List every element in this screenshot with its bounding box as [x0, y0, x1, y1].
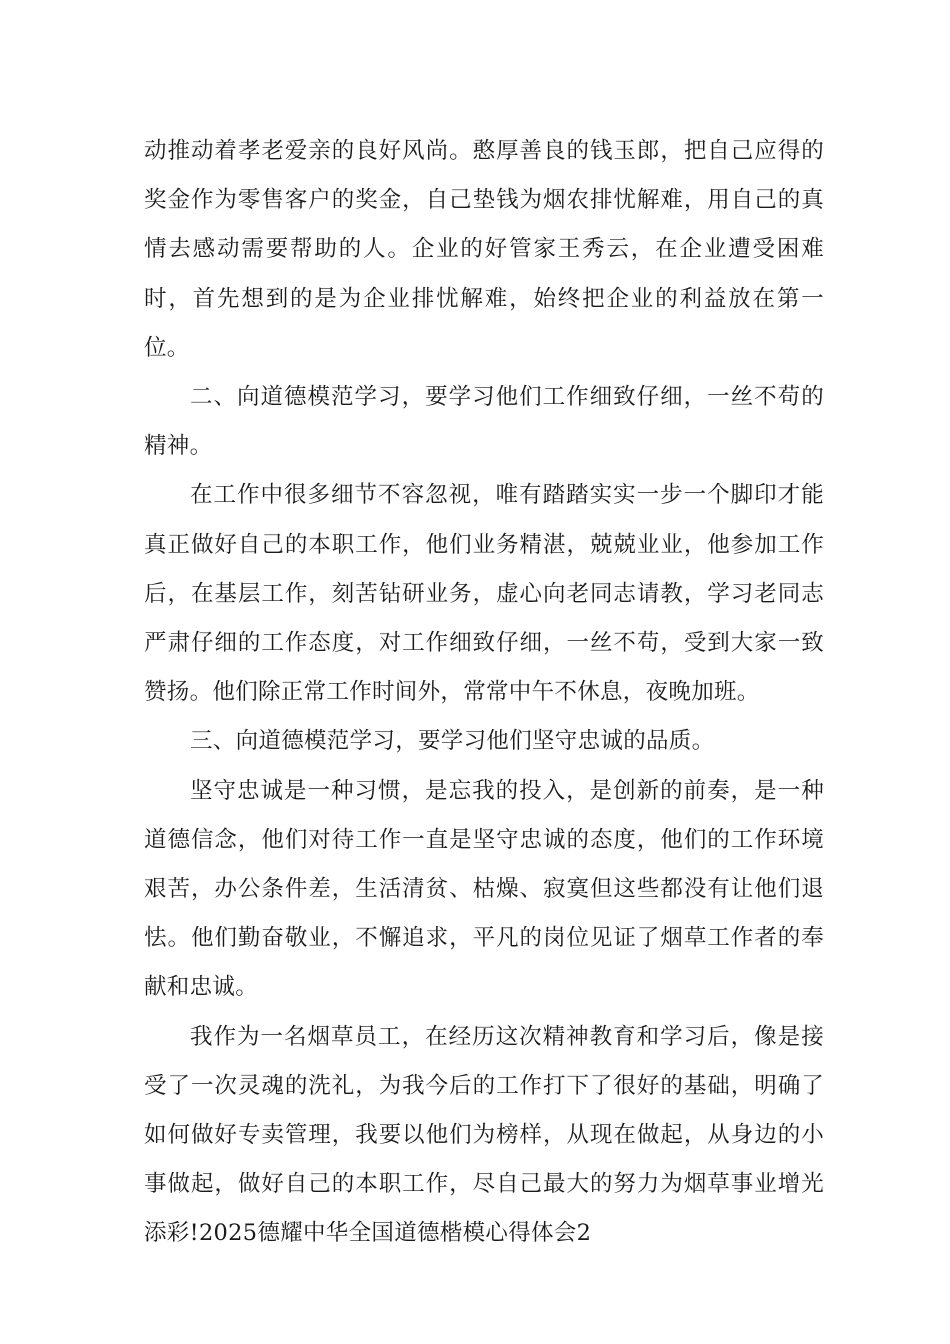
- paragraph-6: 我作为一名烟草员工，在经历这次精神教育和学习后，像是接受了一次灵魂的洗礼，为我今后的工作打下了很好的基础，明确了如何做好专卖管理，我要以他们为榜样，从现在做起，从身边的小事做起，做好自己的本职工作，尽自己最大的努力为烟草事业增光添彩!2025德耀中华全国道德楷模心得体会2: [144, 1023, 824, 1247]
- paragraph-4-heading: 三、向道德模范学习，要学习他们坚守忠诚的品质。: [190, 728, 715, 755]
- paragraph-2-heading: 二、向道德模范学习，要学习他们工作细致仔细，一丝不苟的精神。: [144, 384, 824, 460]
- paragraph-5: 坚守忠诚是一种习惯，是忘我的投入，是创新的前奏，是一种道德信念，他们对待工作一直是坚守忠诚的态度，他们的工作环境艰苦，办公条件差，生活清贫、枯燥、寂寞但这些都没有让他们退怯。他们勤奋敬业，不懈追求，平凡的岗位见证了烟草工作者的奉献和忠诚。: [144, 777, 824, 1001]
- document-body: [144, 127, 824, 1259]
- paragraph-1: 动推动着孝老爱亲的良好风尚。憨厚善良的钱玉郎，把自己应得的奖金作为零售客户的奖金，自己垫钱为烟农排忧解难，用自己的真情去感动需要帮助的人。企业的好管家王秀云，在企业遭受困难时，首先想到的是为企业排忧解难，始终把企业的利益放在第一位。: [144, 138, 824, 361]
- paragraph-3: 在工作中很多细节不容忽视，唯有踏踏实实一步一个脚印才能真正做好自己的本职工作，他们业务精湛，兢兢业业，他参加工作后，在基层工作，刻苦钻研业务，虚心向老同志请教，学习老同志严肃仔细的工作态度，对工作细致仔细，一丝不苟，受到大家一致赞扬。他们除正常工作时间外，常常中午不休息，夜晚加班。: [144, 482, 824, 706]
